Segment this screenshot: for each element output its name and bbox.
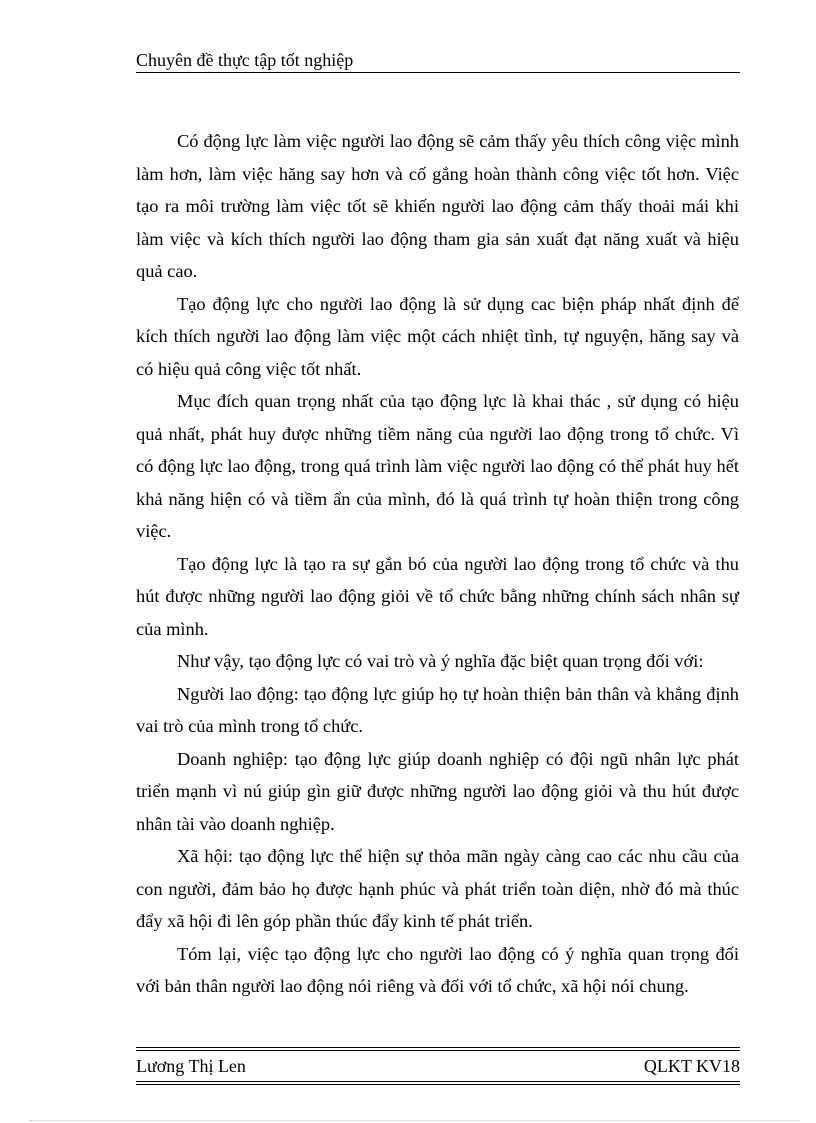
footer-rule-top (136, 1047, 740, 1048)
page-header (136, 50, 740, 73)
paragraph-role-enterprise: Doanh nghiệp: tạo động lực giúp doanh nghiệp có đội ngũ nhân lực phát triển mạnh vì nú giúp gìn giữ được những người lao động giỏi và thu hút được nhân tài vào doanh nghiệp. (136, 748, 739, 834)
footer-row (136, 1055, 740, 1079)
page-bottom-edge (30, 1120, 800, 1121)
footer-rule-top-thin (136, 1050, 740, 1051)
paragraph-motivation-benefits: Có động lực làm việc người lao động sẽ cảm thấy yêu thích công việc mình làm hơn, làm việc hăng say hơn và cố gắng hoàn thành công việc tốt hơn. Việc tạo ra môi trường làm việc tốt sẽ khiến người lao động cảm thấy thoải mái khi làm việc và kích thích người lao động tham gia sản xuất đạt năng xuất và hiệu quả cao. (136, 131, 739, 281)
paragraph-motivation-retention: Tạo động lực là tạo ra sự gắn bó của người lao động trong tổ chức và thu hút được những người lao động giỏi về tổ chức bằng những chính sách nhân sự của mình. (136, 553, 739, 639)
footer-rule-bottom (136, 1084, 740, 1085)
paragraph-role-employee: Người lao động: tạo động lực giúp họ tự hoàn thiện bản thân và khẳng định vai trò của mình trong tổ chức. (136, 683, 739, 736)
paragraph-motivation-definition: Tạo động lực cho người lao động là sử dụng cac biện pháp nhất định để kích thích người lao động làm việc một cách nhiệt tình, tự nguyện, hăng say và có hiệu quả công việc tốt nhất. (136, 293, 739, 379)
paragraph-motivation-role-intro: Như vậy, tạo động lực có vai trò và ý nghĩa đặc biệt quan trọng đối với: (177, 651, 704, 671)
paragraph-conclusion: Tóm lại, việc tạo động lực cho người lao động có ý nghĩa quan trọng đối với bản thân người lao động nói riêng và đối với tổ chức, xã hội nói chung. (136, 943, 739, 996)
footer-author: Lương Thị Len (136, 1056, 246, 1076)
footer-rule-bottom-thin (136, 1081, 740, 1082)
header-title: Chuyên đề thực tập tốt nghiệp (136, 50, 354, 70)
paragraph-role-society: Xã hội: tạo động lực thể hiện sự thỏa mãn ngày càng cao các nhu cầu của con người, đảm bảo họ được hạnh phúc và phát triển toàn diện, nhờ đó mà thúc đẩy xã hội đi lên góp phần thúc đẩy kinh tế phát triển. (136, 846, 739, 931)
footer-class-code: QLKT KV18 (643, 1056, 740, 1076)
document-body (136, 125, 739, 1003)
page-footer (136, 1047, 740, 1085)
paragraph-motivation-purpose: Mục đích quan trọng nhất của tạo động lực là khai thác , sử dụng có hiệu quả nhất, phát huy được những tiềm năng của người lao động trong tổ chức. Vì có động lực lao động, trong quá trình làm việc người lao động có thể phát huy hết khả năng hiện có và tiềm ẩn của mình, đó là quá trình tự hoàn thiện trong công việc. (136, 391, 739, 541)
